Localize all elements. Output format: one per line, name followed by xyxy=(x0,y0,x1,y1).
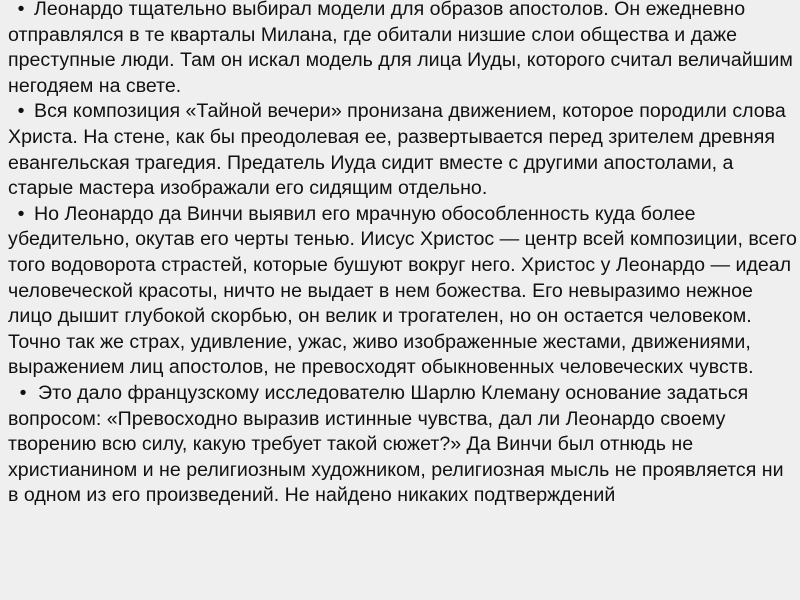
bottom-cutoff-overlay xyxy=(0,582,800,600)
bullet-icon: • xyxy=(17,202,25,225)
paragraph-text: Это дало французскому исследователю Шарлю Клеману основание задаться вопросом: «Превосходно выразив истинные чувства, дал ли Леонардо своему творению всю силу, какую требует такой сюжет?» Да Винчи был отнюдь не христианином и не религиозным художником, религиозная мысль не проявляется ни в одном из его произведений. Не найдено никаких подтверждений xyxy=(8,381,784,507)
bullet-icon: • xyxy=(17,100,25,123)
paragraph-1 xyxy=(8,0,798,99)
paragraph-text: Леонардо тщательно выбирал модели для образов апостолов. Он ежедневно отправлялся в те кварталы Милана, где обитали низшие слои общества и даже преступные люди. Там он искал модель для лица Иуды, которого считал величайшим негодяем на свете. xyxy=(8,0,793,97)
bullet-icon: • xyxy=(19,381,27,404)
paragraph-2 xyxy=(8,99,798,201)
paragraph-3 xyxy=(8,202,798,381)
paragraph-4 xyxy=(8,381,798,509)
bullet-icon: • xyxy=(17,0,25,20)
document-text xyxy=(8,0,798,509)
paragraph-text: Но Леонардо да Винчи выявил его мрачную обособленность куда более убедительно, окутав его черты тенью. Иисус Христос — центр всей композиции, всего того водоворота страстей, которые бушуют вокруг него. Христос у Леонардо — идеал человеческой красоты, ничто не выдает в нем божества. Его невыразимо нежное лицо дышит глубокой скорбью, он велик и трогателен, но он остается человеком. Точно так же страх, удивление, ужас, живо изображенные жестами, движениями, выражением лиц апостолов, не превосходят обыкновенных человеческих чувств. xyxy=(8,202,797,379)
paragraph-text: Вся композиция «Тайной вечери» пронизана движением, которое породили слова Христа. На стене, как бы преодолевая ее, развертывается перед зрителем древняя евангельская трагедия. Предатель Иуда сидит вместе с другими апостолами, а старые мастера изображали его сидящим отдельно. xyxy=(8,100,786,200)
